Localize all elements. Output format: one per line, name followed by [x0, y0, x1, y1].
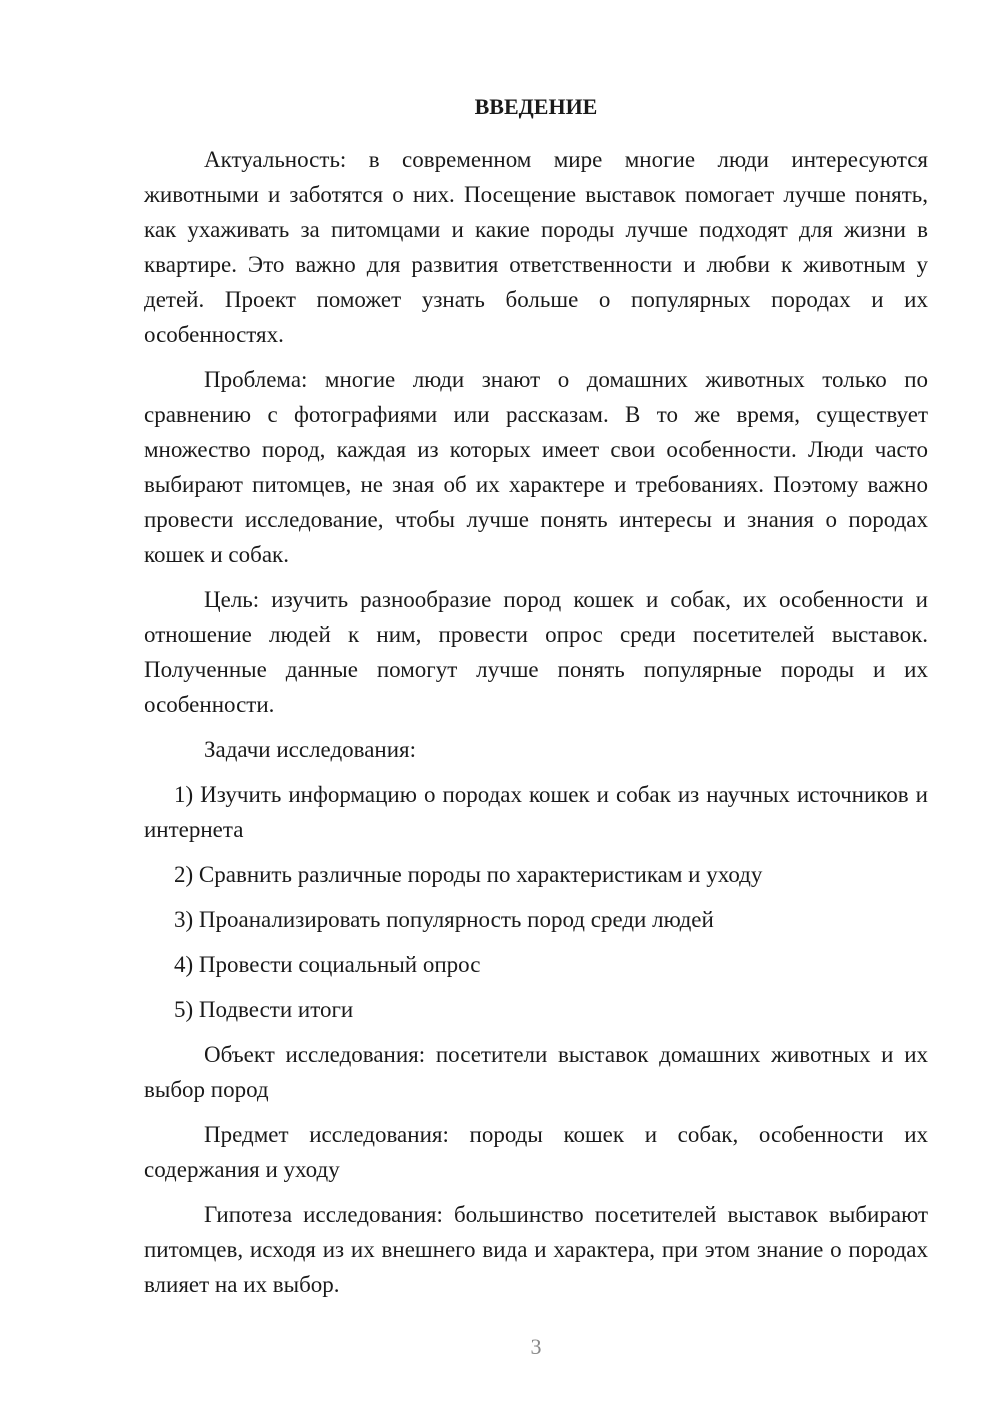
task-item-3: 3) Проанализировать популярность пород среди людей	[174, 907, 714, 932]
tasks-heading: Задачи исследования:	[204, 737, 417, 762]
paragraph-goal: Цель: изучить разнообразие пород кошек и собак, их особенности и отношение людей к ним, провести опрос среди посетителей выставок. Полученные данные помогут лучше понять популярные породы и их особенности.	[144, 587, 928, 717]
task-item-2: 2) Сравнить различные породы по характеристикам и уходу	[174, 862, 763, 887]
paragraph-relevance: Актуальность: в современном мире многие люди интересуются животными и заботятся о них. Посещение выставок помогает лучше понять, как ухаживать за питомцами и какие породы лучше подходят для жизни в квартире. Это важно для развития ответственности и любви к животным у детей. Проект поможет узнать больше о популярных породах и их особенностях.	[144, 147, 928, 347]
paragraph-problem: Проблема: многие люди знают о домашних животных только по сравнению с фотографиями или рассказам. В то же время, существует множество пород, каждая из которых имеет свои особенности. Люди часто выбирают питомцев, не зная об их характере и требованиях. Поэтому важно провести исследование, чтобы лучше понять интересы и знания о породах кошек и собак.	[144, 367, 928, 567]
paragraph-hypothesis: Гипотеза исследования: большинство посетителей выставок выбирают питомцев, исходя из их внешнего вида и характера, при этом знание о породах влияет на их выбор.	[144, 1202, 928, 1297]
page-number: 3	[530, 1334, 542, 1359]
task-item-1: 1) Изучить информацию о породах кошек и собак из научных источников и интернета	[144, 782, 928, 842]
paragraph-object: Объект исследования: посетители выставок домашних животных и их выбор пород	[144, 1042, 928, 1102]
task-item-4: 4) Провести социальный опрос	[174, 952, 481, 977]
section-title: ВВЕДЕНИЕ	[474, 94, 598, 119]
paragraph-subject: Предмет исследования: породы кошек и собак, особенности их содержания и уходу	[144, 1122, 928, 1182]
task-item-5: 5) Подвести итоги	[174, 997, 354, 1022]
document-page	[144, 92, 928, 1312]
